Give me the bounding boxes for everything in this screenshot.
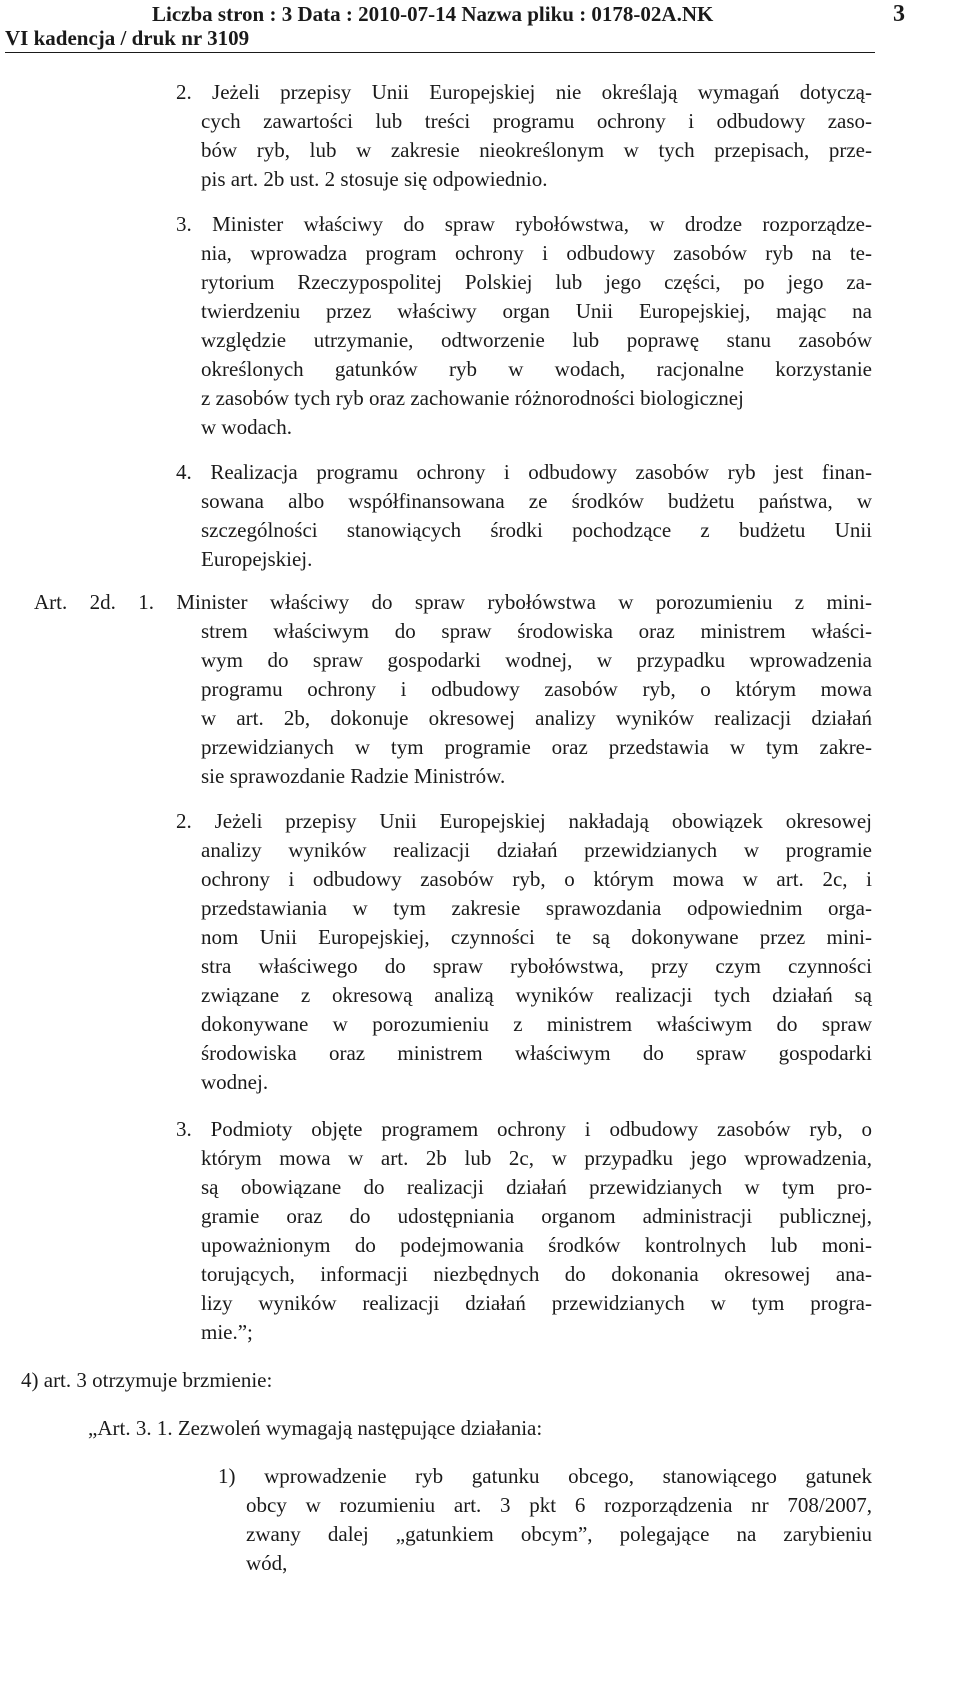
text-line: lizy wyników realizacji działań przewidzianych w tym progra- <box>201 1291 872 1315</box>
header-line-2: VI kadencja / druk nr 3109 <box>5 26 250 50</box>
text-line: związane z okresową analizą wyników realizacji tych działań są <box>201 983 872 1007</box>
text-line: dokonywane w porozumieniu z ministrem właściwym do spraw <box>201 1012 872 1036</box>
text-line: programu ochrony i odbudowy zasobów ryb, o którym mowa <box>201 677 872 701</box>
text-line: mie.”; <box>201 1320 253 1344</box>
text-line: zwany dalej „gatunkiem obcym”, polegające na zarybieniu <box>246 1522 872 1546</box>
paragraph-ust-4 <box>176 458 872 574</box>
text-line: obcy w rozumieniu art. 3 pkt 6 rozporządzenia nr 708/2007, <box>246 1493 872 1517</box>
text-line: którym mowa w art. 2b lub 2c, w przypadku jego wprowadzenia, <box>201 1146 872 1170</box>
text-line: wód, <box>246 1551 288 1575</box>
text-line: rytorium Rzeczypospolitej Polskiej lub jego części, po jego za- <box>201 270 872 294</box>
text-line: cych zawartości lub treści programu ochrony i odbudowy zaso- <box>201 109 872 133</box>
text-line: 4) art. 3 otrzymuje brzmienie: <box>21 1368 273 1392</box>
text-line: wodnej. <box>201 1070 269 1094</box>
text-line: nia, wprowadza program ochrony i odbudowy zasobów ryb na te- <box>201 241 872 265</box>
amendment-point-4 <box>21 1366 621 1395</box>
article-2d-ust-1 <box>34 588 872 791</box>
header-rule <box>5 52 875 53</box>
paragraph-ust-2 <box>176 78 872 194</box>
text-line: 4. Realizacja programu ochrony i odbudowy zasobów ryb jest finan- <box>176 460 872 484</box>
text-line: sowana albo współfinansowana ze środków budżetu państwa, w <box>201 489 872 513</box>
text-line: 3. Podmioty objęte programem ochrony i odbudowy zasobów ryb, o <box>176 1117 872 1141</box>
text-line: 2. Jeżeli przepisy Unii Europejskiej nie określają wymagań dotyczą- <box>176 80 872 104</box>
text-line: „Art. 3. 1. Zezwoleń wymagają następujące działania: <box>88 1416 543 1440</box>
article-3-point-1 <box>218 1462 872 1578</box>
text-line: torujących, informacji niezbędnych do dokonania okresowej ana- <box>201 1262 872 1286</box>
text-line: 2. Jeżeli przepisy Unii Europejskiej nakładają obowiązek okresowej <box>176 809 872 833</box>
text-line: strem właściwym do spraw środowiska oraz ministrem właści- <box>201 619 872 643</box>
text-line: Europejskiej. <box>201 547 313 571</box>
text-line: stra właściwego do spraw rybołówstwa, przy czym czynności <box>201 954 872 978</box>
article-2d-ust-2 <box>176 807 872 1097</box>
text-line: nom Unii Europejskiej, czynności te są dokonywane przez mini- <box>201 925 872 949</box>
text-line: z zasobów tych ryb oraz zachowanie różnorodności biologicznej <box>201 386 744 410</box>
paragraph-ust-3 <box>176 210 872 442</box>
text-line: określonych gatunków ryb w wodach, racjonalne korzystanie <box>201 357 872 381</box>
text-line: w art. 2b, dokonuje okresowej analizy wyników realizacji działań <box>201 706 872 730</box>
text-line: analizy wyników realizacji działań przewidzianych w programie <box>201 838 872 862</box>
article-3-ust-1 <box>88 1414 788 1443</box>
text-line: 3. Minister właściwy do spraw rybołówstwa, w drodze rozporządze- <box>176 212 872 236</box>
text-line: 1) wprowadzenie ryb gatunku obcego, stanowiącego gatunek <box>218 1464 872 1488</box>
page-number: 3 <box>893 1 905 27</box>
text-line: pis art. 2b ust. 2 stosuje się odpowiednio. <box>201 167 548 191</box>
text-line: przewidzianych w tym programie oraz przedstawia w tym zakre- <box>201 735 872 759</box>
text-line: upoważnionym do podejmowania środków kontrolnych lub moni- <box>201 1233 872 1257</box>
header-line-1: Liczba stron : 3 Data : 2010-07-14 Nazwa pliku : 0178-02A.NK <box>152 2 714 26</box>
text-line: wym do spraw gospodarki wodnej, w przypadku wprowadzenia <box>201 648 872 672</box>
text-line: Art. 2d. 1. Minister właściwy do spraw rybołówstwa w porozumieniu z mini- <box>34 590 872 614</box>
text-line: sie sprawozdanie Radzie Ministrów. <box>201 764 506 788</box>
text-line: w wodach. <box>201 415 292 439</box>
text-line: bów ryb, lub w zakresie nieokreślonym w tych przepisach, prze- <box>201 138 872 162</box>
article-2d-ust-3 <box>176 1115 872 1347</box>
text-line: względzie utrzymanie, odtworzenie lub poprawę stanu zasobów <box>201 328 872 352</box>
text-line: szczególności stanowiących środki pochodzące z budżetu Unii <box>201 518 872 542</box>
text-line: ochrony i odbudowy zasobów ryb, o którym mowa w art. 2c, i <box>201 867 872 891</box>
text-line: przedstawiania w tym zakresie sprawozdania odpowiednim orga- <box>201 896 872 920</box>
text-line: środowiska oraz ministrem właściwym do spraw gospodarki <box>201 1041 872 1065</box>
text-line: gramie oraz do udostępniania organom administracji publicznej, <box>201 1204 872 1228</box>
text-line: są obowiązane do realizacji działań przewidzianych w tym pro- <box>201 1175 872 1199</box>
text-line: twierdzeniu przez właściwy organ Unii Europejskiej, mając na <box>201 299 872 323</box>
